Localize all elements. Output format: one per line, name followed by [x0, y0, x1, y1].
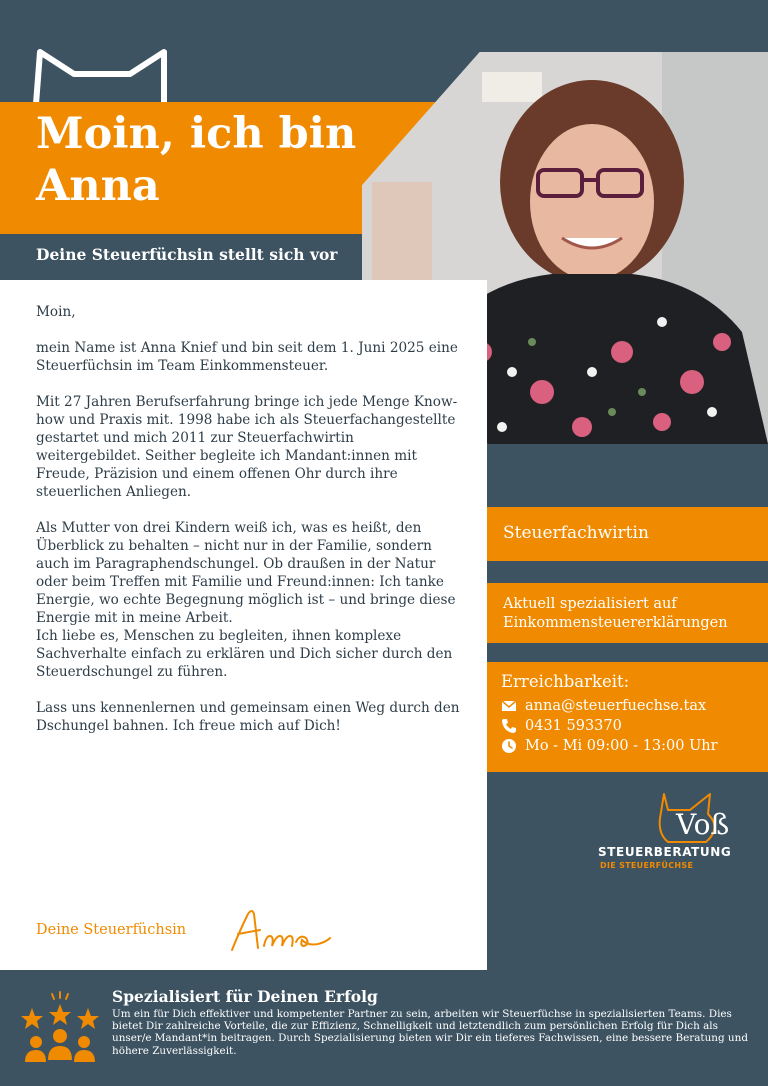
paragraph: mein Name ist Anna Knief und bin seit dem 1. Juni 2025 eine Steuerfüchsin im Team Einkommensteuer. — [36, 340, 458, 374]
paragraph: Lass uns kennenlernen und gemeinsam einen Weg durch den Dschungel bahnen. Ich freue mich auf Dich! — [36, 700, 460, 734]
clock-icon — [501, 738, 517, 754]
job-title-tag — [487, 507, 768, 561]
specialization-tag — [487, 583, 768, 643]
greeting: Moin, — [36, 304, 76, 320]
phone-icon — [501, 718, 517, 734]
email-link[interactable]: anna@steuerfuechse.tax — [525, 698, 707, 714]
logo-mark: Voß — [676, 808, 730, 841]
contact-panel — [487, 662, 768, 772]
page-subtitle: Deine Steuerfüchsin stellt sich vor — [36, 245, 338, 264]
paragraph: Ich liebe es, Menschen zu begleiten, ihnen komplexe Sachverhalte einfach zu erklären und Dich sicher durch den Steuerdschungel zu führen. — [36, 628, 453, 680]
specialization-text: Aktuell spezialisiert auf Einkommensteuererklärungen — [503, 596, 728, 631]
logo-name: STEUERBERATUNG — [598, 845, 732, 859]
paragraph: Mit 27 Jahren Berufserfahrung bringe ich jede Menge Know-how und Praxis mit. 1998 habe ich als Steuerfachangestellte gestartet und mich 2011 zur Steuerfachwirtin weitergebildet. Seither begleite ich Mandant:innen mit Freude, Präzision und einem offenen Ohr durch ihre steuerlichen Anliegen. — [36, 394, 458, 500]
contact-heading: Erreichbarkeit: — [501, 672, 630, 691]
opening-hours: Mo - Mi 09:00 - 13:00 Uhr — [525, 738, 718, 754]
footer-text: Um ein für Dich effektiver und kompetenter Partner zu sein, arbeiten wir Steuerfüchse in spezialisierten Teams. Dies bietet Dir zahlreiche Vorteile, die zur Effizienz, Schnelligkeit und letztendlich zum persönlichen Erfolg für Dich als unser/e Mandant*in beitragen. Durch Spezialisierung bieten wir Dir ein tieferes Fachwissen, eine bessere Beratung und höhere Zuverlässigkeit. — [112, 1008, 748, 1057]
email-row[interactable] — [501, 698, 706, 714]
intro-text — [36, 303, 462, 753]
page-title: Moin, ich bin Anna — [36, 109, 357, 211]
envelope-icon — [501, 698, 517, 714]
job-title: Steuerfachwirtin — [503, 523, 649, 543]
phone-number[interactable]: 0431 593370 — [525, 718, 622, 734]
team-stars-icon — [20, 990, 100, 1066]
cat-ears-logo-icon — [30, 38, 170, 108]
paragraph: Als Mutter von drei Kindern weiß ich, was es heißt, den Überblick zu behalten – nicht nur in der Familie, sondern auch im Paragraphendschungel. Ob draußen in der Natur oder beim Treffen mit Familie und Freund:innen: Ich tanke Energie, wo echte Begegnung möglich ist – und bringe diese Energie mit in meine Arbeit. — [36, 520, 456, 626]
signature — [226, 900, 334, 960]
phone-row[interactable] — [501, 718, 622, 734]
logo-tagline: DIE STEUERFÜCHSE — [600, 861, 694, 870]
closing-label: Deine Steuerfüchsin — [36, 922, 187, 938]
hours-row — [501, 738, 718, 754]
footer-title: Spezialisiert für Deinen Erfolg — [112, 987, 378, 1006]
